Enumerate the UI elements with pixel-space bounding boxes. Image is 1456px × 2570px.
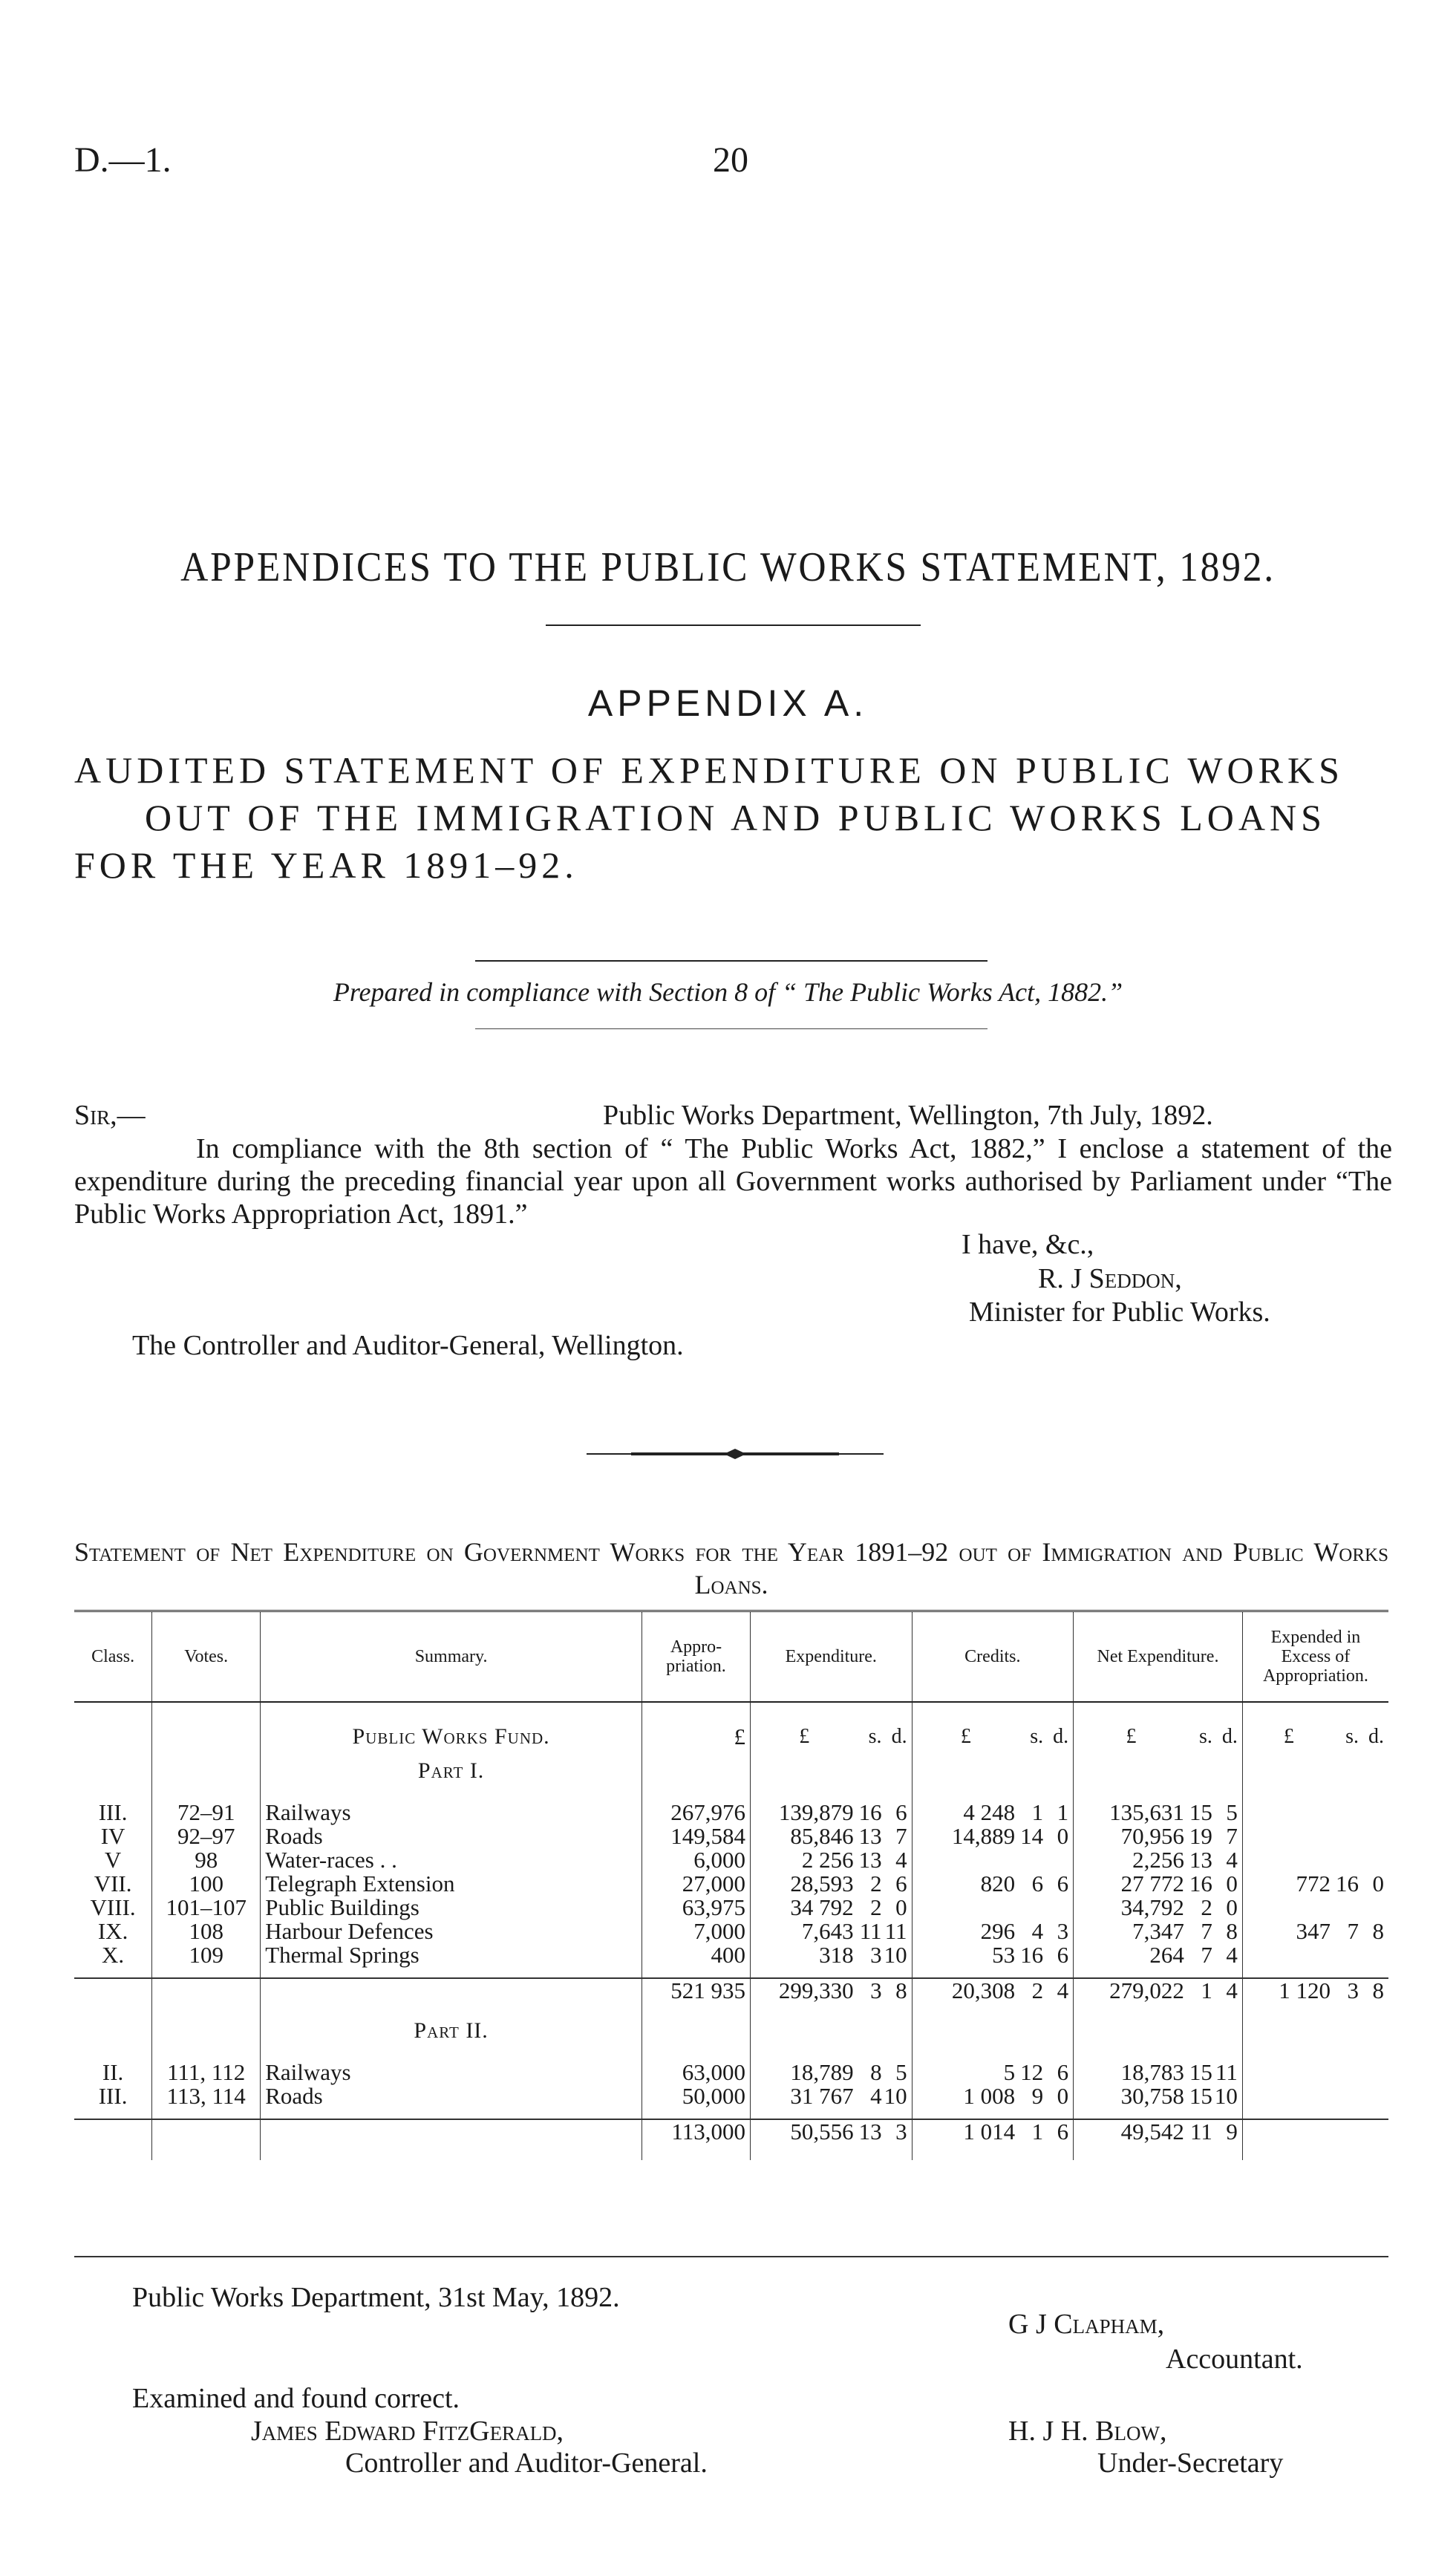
summary-cell [261, 1978, 642, 2003]
money-value: 7,643 11 11 [801, 1918, 907, 1944]
money-value: 820 6 6 [980, 1871, 1069, 1896]
col-header-votes: Votes. [152, 1611, 261, 1703]
table-row [74, 1943, 1388, 1967]
letter-place-date: Public Works Department, Wellington, 7th July, 1892. [603, 1100, 1213, 1131]
statement-heading-line: AUDITED STATEMENT OF EXPENDITURE ON PUBLIC WORKS [74, 749, 1344, 791]
summary-cell: Roads [261, 1824, 642, 1848]
statement-heading-line: OUT OF THE IMMIGRATION AND PUBLIC WORKS LOANS [145, 797, 1326, 838]
unit-row: £ s. d. [960, 1725, 1069, 1748]
money-value: 135,631 15 5 [1109, 1799, 1238, 1825]
money-value: 279,022 1 4 [1109, 1977, 1238, 2003]
accountant-name: G J Clapham, [1008, 2309, 1165, 2340]
class-cell: IV [74, 1824, 152, 1848]
statement-heading-line: FOR THE YEAR 1891–92. [74, 844, 578, 886]
table-bottom-rule [74, 2256, 1388, 2257]
class-cell: III. [74, 1801, 152, 1824]
table-row [74, 1872, 1388, 1896]
auditor-title: Controller and Auditor-General. [345, 2447, 708, 2479]
class-cell: VII. [74, 1872, 152, 1896]
letter-paragraph: In compliance with the 8th section of “ The Public Works Act, 1882,” I enclose a statement of the expenditure during the preceding financial year upon all Government works authorised by Parliament under “The Public Works Appropriation Act, 1891.” [74, 1133, 1392, 1230]
class-cell [74, 2119, 152, 2144]
auditor-name: James Edward FitzGerald, [251, 2416, 564, 2447]
total-row [74, 1978, 1388, 2003]
votes-cell: 72–91 [152, 1801, 261, 1824]
page-number: 20 [713, 140, 748, 180]
col-header-appropriation: Appro-priation. [642, 1611, 750, 1703]
money-value: 34 792 2 0 [790, 1894, 907, 1920]
prepared-note: Prepared in compliance with Section 8 of “ The Public Works Act, 1882.” [333, 977, 1123, 1007]
money-value: 1 014 1 6 [963, 2119, 1069, 2145]
votes-cell: 113, 114 [152, 2084, 261, 2108]
money-value: 34,792 2 0 [1120, 1894, 1238, 1920]
appropriation-cell: 6,000 [642, 1848, 750, 1872]
votes-cell: 100 [152, 1872, 261, 1896]
summary-cell: Railways [261, 2061, 642, 2084]
class-cell: II. [74, 2061, 152, 2084]
appropriation-cell: 267,976 [642, 1801, 750, 1824]
summary-cell: Water-races . . [261, 1848, 642, 1872]
money-value: 30,758 15 10 [1120, 2083, 1238, 2109]
class-cell: IX. [74, 1920, 152, 1943]
class-cell: III. [74, 2084, 152, 2108]
appropriation-cell: 7,000 [642, 1920, 750, 1943]
unit-pound: £ [642, 1725, 750, 1749]
expenditure-table [74, 1610, 1388, 2160]
divider [475, 960, 987, 962]
money-value: 85,846 13 7 [790, 1823, 907, 1849]
money-value: 49,542 11 9 [1120, 2119, 1238, 2145]
summary-cell: Roads [261, 2084, 642, 2108]
col-header-net-expenditure: Net Expenditure. [1074, 1611, 1243, 1703]
part-label: Part I. [261, 1749, 642, 1801]
votes-cell: 108 [152, 1920, 261, 1943]
appropriation-cell: 63,975 [642, 1896, 750, 1920]
table-row [74, 1848, 1388, 1872]
money-value: 28,593 2 6 [790, 1871, 907, 1896]
page-title: APPENDICES TO THE PUBLIC WORKS STATEMENT, 1892. [180, 544, 1276, 590]
appropriation-cell: 63,000 [642, 2061, 750, 2084]
votes-cell: 101–107 [152, 1896, 261, 1920]
votes-cell: 111, 112 [152, 2061, 261, 2084]
summary-cell [261, 2119, 642, 2144]
letter-signature: R. J Seddon, [1038, 1263, 1182, 1294]
table-row [74, 1896, 1388, 1920]
money-value: 31 767 4 10 [790, 2083, 907, 2109]
summary-cell: Telegraph Extension [261, 1872, 642, 1896]
money-value: 264 7 4 [1149, 1942, 1238, 1968]
statement-heading [74, 746, 1388, 889]
unit-row: £ s. d. [1126, 1725, 1238, 1748]
letter-addressee: The Controller and Auditor-General, Wellington. [132, 1330, 684, 1361]
money-value: 347 7 8 [1296, 1918, 1384, 1944]
ornament-divider [587, 1447, 884, 1461]
footer-dept-date: Public Works Department, 31st May, 1892. [132, 2282, 620, 2313]
under-secretary-name: H. J H. Blow, [1008, 2416, 1167, 2447]
summary-cell: Railways [261, 1801, 642, 1824]
class-cell: X. [74, 1943, 152, 1967]
appendix-heading: APPENDIX A. [587, 682, 869, 724]
appropriation-cell: 27,000 [642, 1872, 750, 1896]
class-cell: V [74, 1848, 152, 1872]
table-row [74, 2061, 1388, 2084]
money-value: 50,556 13 3 [790, 2119, 907, 2145]
letter-salutation: Sir,— [74, 1100, 146, 1131]
table-row [74, 2003, 1388, 2061]
letter-body [74, 1132, 1392, 1230]
money-value: 2 256 13 4 [801, 1847, 907, 1873]
summary-cell: Thermal Springs [261, 1943, 642, 1967]
money-value: 14,889 14 0 [951, 1823, 1069, 1849]
money-value: 27 772 16 0 [1120, 1871, 1238, 1896]
under-secretary-title: Under-Secretary [1097, 2447, 1284, 2479]
document-reference: D.—1. [74, 140, 172, 180]
examined-note: Examined and found correct. [132, 2383, 460, 2414]
unit-row: £ s. d. [799, 1725, 907, 1748]
votes-cell [152, 2119, 261, 2144]
class-cell: VIII. [74, 1896, 152, 1920]
col-header-credits: Credits. [912, 1611, 1074, 1703]
votes-cell: 109 [152, 1943, 261, 1967]
money-value: 20,308 2 4 [951, 1977, 1069, 2003]
money-value: 53 16 6 [992, 1942, 1069, 1968]
table-row [74, 1749, 1388, 1801]
total-row [74, 2119, 1388, 2144]
money-value: 2,256 13 4 [1132, 1847, 1238, 1873]
unit-row: £ s. d. [1283, 1725, 1384, 1748]
appropriation-cell: 400 [642, 1943, 750, 1967]
class-cell [74, 1978, 152, 2003]
col-header-class: Class. [74, 1611, 152, 1703]
col-header-expenditure: Expenditure. [751, 1611, 913, 1703]
col-header-excess: Expended in Excess of Appropriation. [1242, 1611, 1388, 1703]
appropriation-cell: 521 935 [642, 1978, 750, 2003]
money-value: 70,956 19 7 [1120, 1823, 1238, 1849]
votes-cell: 92–97 [152, 1824, 261, 1848]
table-row [74, 1725, 1388, 1749]
letter-closing: I have, &c., [962, 1229, 1094, 1260]
divider [546, 624, 921, 626]
money-value: 18,783 15 11 [1120, 2059, 1238, 2085]
table-row [74, 2084, 1388, 2108]
table-title: Statement of Net Expenditure on Government Works for the Year 1891–92 out of Immigration and Public Works Loans. [74, 1537, 1388, 1599]
table-row [74, 1920, 1388, 1943]
votes-cell: 98 [152, 1848, 261, 1872]
money-value: 1 008 9 0 [963, 2083, 1069, 2109]
col-header-summary: Summary. [261, 1611, 642, 1703]
fund-label: Public Works Fund. [261, 1725, 642, 1749]
money-value: 772 16 0 [1296, 1871, 1384, 1896]
expenditure-table-wrap [74, 1610, 1388, 2160]
money-value: 4 248 1 1 [963, 1799, 1069, 1825]
money-value: 299,330 3 8 [778, 1977, 907, 2003]
summary-cell: Public Buildings [261, 1896, 642, 1920]
divider [475, 1028, 987, 1029]
money-value: 318 3 10 [819, 1942, 907, 1968]
money-value: 18,789 8 5 [790, 2059, 907, 2085]
money-value: 1 120 3 8 [1279, 1977, 1384, 2003]
table-row [74, 1824, 1388, 1848]
part-label: Part II. [261, 2003, 642, 2061]
money-value: 7,347 7 8 [1132, 1918, 1238, 1944]
money-value: 296 4 3 [980, 1918, 1069, 1944]
money-value: 139,879 16 6 [778, 1799, 907, 1825]
appropriation-cell: 50,000 [642, 2084, 750, 2108]
accountant-title: Accountant. [1166, 2344, 1303, 2375]
votes-cell [152, 1978, 261, 2003]
letter-signature-title: Minister for Public Works. [969, 1297, 1270, 1328]
summary-cell: Harbour Defences [261, 1920, 642, 1943]
table-row [74, 1801, 1388, 1824]
table-body [74, 1702, 1388, 2160]
appropriation-cell: 113,000 [642, 2119, 750, 2144]
appropriation-cell: 149,584 [642, 1824, 750, 1848]
money-value: 5 12 6 [1003, 2059, 1069, 2085]
